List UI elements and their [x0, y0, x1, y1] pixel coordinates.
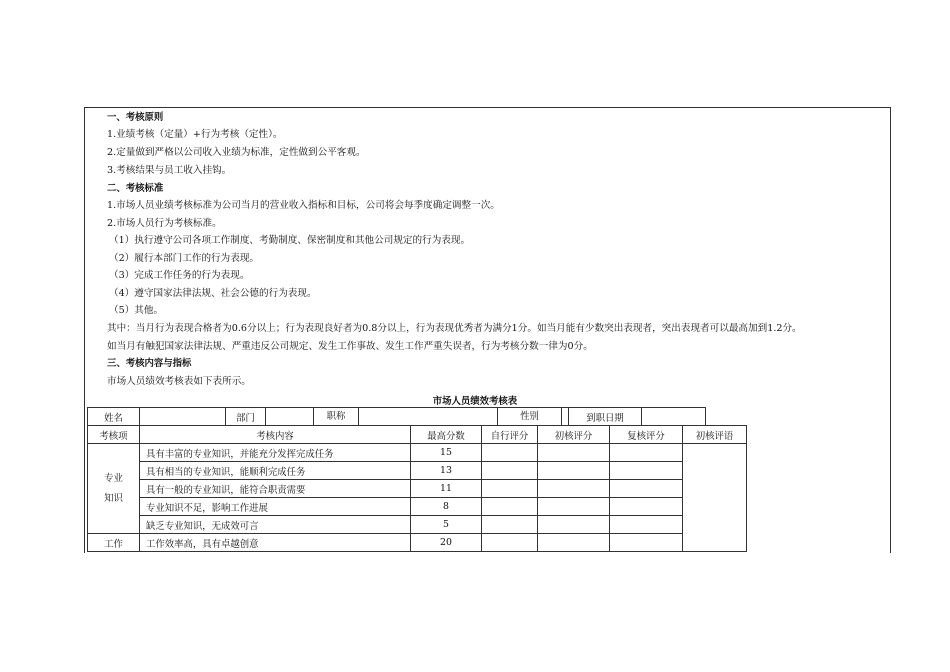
- text-line: （5）其他。: [109, 305, 164, 316]
- max-score-cell: 8: [411, 498, 482, 516]
- department-label: 部门: [226, 408, 266, 426]
- criteria-cell: 专业知识不足，影响工作进展: [140, 498, 411, 516]
- assessment-table: [87, 407, 706, 426]
- initial-score-cell[interactable]: [538, 480, 610, 498]
- initial-score-cell[interactable]: [538, 444, 610, 462]
- column-header: 最高分数: [411, 426, 482, 444]
- table-row: [88, 480, 747, 498]
- self-score-cell[interactable]: [482, 516, 538, 534]
- department-value[interactable]: [266, 408, 314, 426]
- criteria-cell: 具有一般的专业知识，能符合职责需要: [140, 480, 411, 498]
- name-value[interactable]: [140, 408, 226, 426]
- table-row: [88, 498, 747, 516]
- table-row: [88, 444, 747, 462]
- column-header: 自行评分: [482, 426, 538, 444]
- initial-score-cell[interactable]: [538, 462, 610, 480]
- self-score-cell[interactable]: [482, 498, 538, 516]
- text-line: 2.定量做到严格以公司收入业绩为标准，定性做到公平客观。: [107, 147, 366, 158]
- section-heading: 二、考核标准: [107, 183, 164, 194]
- review-score-cell[interactable]: [610, 498, 683, 516]
- text-line: （2）履行本部门工作的行为表现。: [109, 253, 260, 264]
- gender-label: 性别: [498, 408, 562, 425]
- initial-score-cell[interactable]: [538, 534, 610, 552]
- score-table: [87, 425, 747, 552]
- review-score-cell[interactable]: [610, 480, 683, 498]
- category-cell: 工作: [88, 534, 140, 552]
- max-score-cell: 20: [411, 534, 482, 552]
- hire-date-label: 到职日期: [569, 408, 642, 426]
- section-heading: 三、考核内容与指标: [107, 358, 192, 369]
- text-line: 其中：当月行为表现合格者为0.6分以上；行为表现良好者为0.8分以上，行为表现优秀者为满分1分。如当月能有少数突出表现者，突出表现者可以最高加到1.2分。: [107, 323, 802, 334]
- name-label: 姓名: [88, 408, 140, 426]
- table-title: 市场人员绩效考核表: [432, 396, 518, 407]
- text-line: 2.市场人员行为考核标准。: [107, 218, 222, 229]
- review-score-cell[interactable]: [610, 516, 683, 534]
- table-row: [88, 534, 747, 552]
- self-score-cell[interactable]: [482, 444, 538, 462]
- gender-value[interactable]: [562, 408, 568, 425]
- self-score-cell[interactable]: [482, 462, 538, 480]
- title-label: 职称: [314, 408, 359, 425]
- column-header: 初核评语: [683, 426, 747, 444]
- text-line: 市场人员绩效考核表如下表所示。: [107, 376, 251, 387]
- criteria-cell: 工作效率高，具有卓越创意: [140, 534, 411, 552]
- comment-cell[interactable]: [683, 444, 747, 552]
- review-score-cell[interactable]: [610, 444, 683, 462]
- text-line: 1.业绩考核（定量）+行为考核（定性）。: [107, 129, 283, 140]
- text-line: 如当月有触犯国家法律法规、严重违反公司规定、发生工作事故、发生工作严重失误者，行为考核分数一律为0分。: [107, 341, 593, 352]
- column-header: 考核内容: [140, 426, 411, 444]
- text-line: 3.考核结果与员工收入挂钩。: [107, 165, 232, 176]
- max-score-cell: 5: [411, 516, 482, 534]
- text-line: （4）遵守国家法律法规、社会公德的行为表现。: [109, 288, 317, 299]
- max-score-cell: 15: [411, 444, 482, 462]
- max-score-cell: 11: [411, 480, 482, 498]
- column-header: 复核评分: [610, 426, 683, 444]
- column-header: 初核评分: [538, 426, 610, 444]
- hire-date-value[interactable]: [642, 408, 706, 426]
- initial-score-cell[interactable]: [538, 498, 610, 516]
- criteria-cell: 具有相当的专业知识，能顺利完成任务: [140, 462, 411, 480]
- section-heading: 一、考核原则: [107, 112, 164, 123]
- header-row: [88, 426, 747, 444]
- category-label: 知识: [104, 492, 123, 504]
- column-header: 考核项: [88, 426, 140, 444]
- text-line: （1）执行遵守公司各项工作制度、考勤制度、保密制度和其他公司规定的行为表现。: [109, 235, 471, 246]
- table-row: [88, 516, 747, 534]
- text-line: 1.市场人员业绩考核标准为公司当月的营业收入指标和目标，公司将会每季度确定调整一次。: [107, 200, 500, 211]
- criteria-cell: 缺乏专业知识，无成效可言: [140, 516, 411, 534]
- title-value[interactable]: [359, 408, 497, 425]
- review-score-cell[interactable]: [610, 462, 683, 480]
- self-score-cell[interactable]: [482, 480, 538, 498]
- table-row: [88, 462, 747, 480]
- info-row: [88, 408, 706, 426]
- text-line: （3）完成工作任务的行为表现。: [109, 270, 250, 281]
- criteria-cell: 具有丰富的专业知识，并能充分发挥完成任务: [140, 444, 411, 462]
- review-score-cell[interactable]: [610, 534, 683, 552]
- max-score-cell: 13: [411, 462, 482, 480]
- category-label: 专业: [104, 472, 123, 484]
- initial-score-cell[interactable]: [538, 516, 610, 534]
- category-cell: [88, 444, 140, 534]
- self-score-cell[interactable]: [482, 534, 538, 552]
